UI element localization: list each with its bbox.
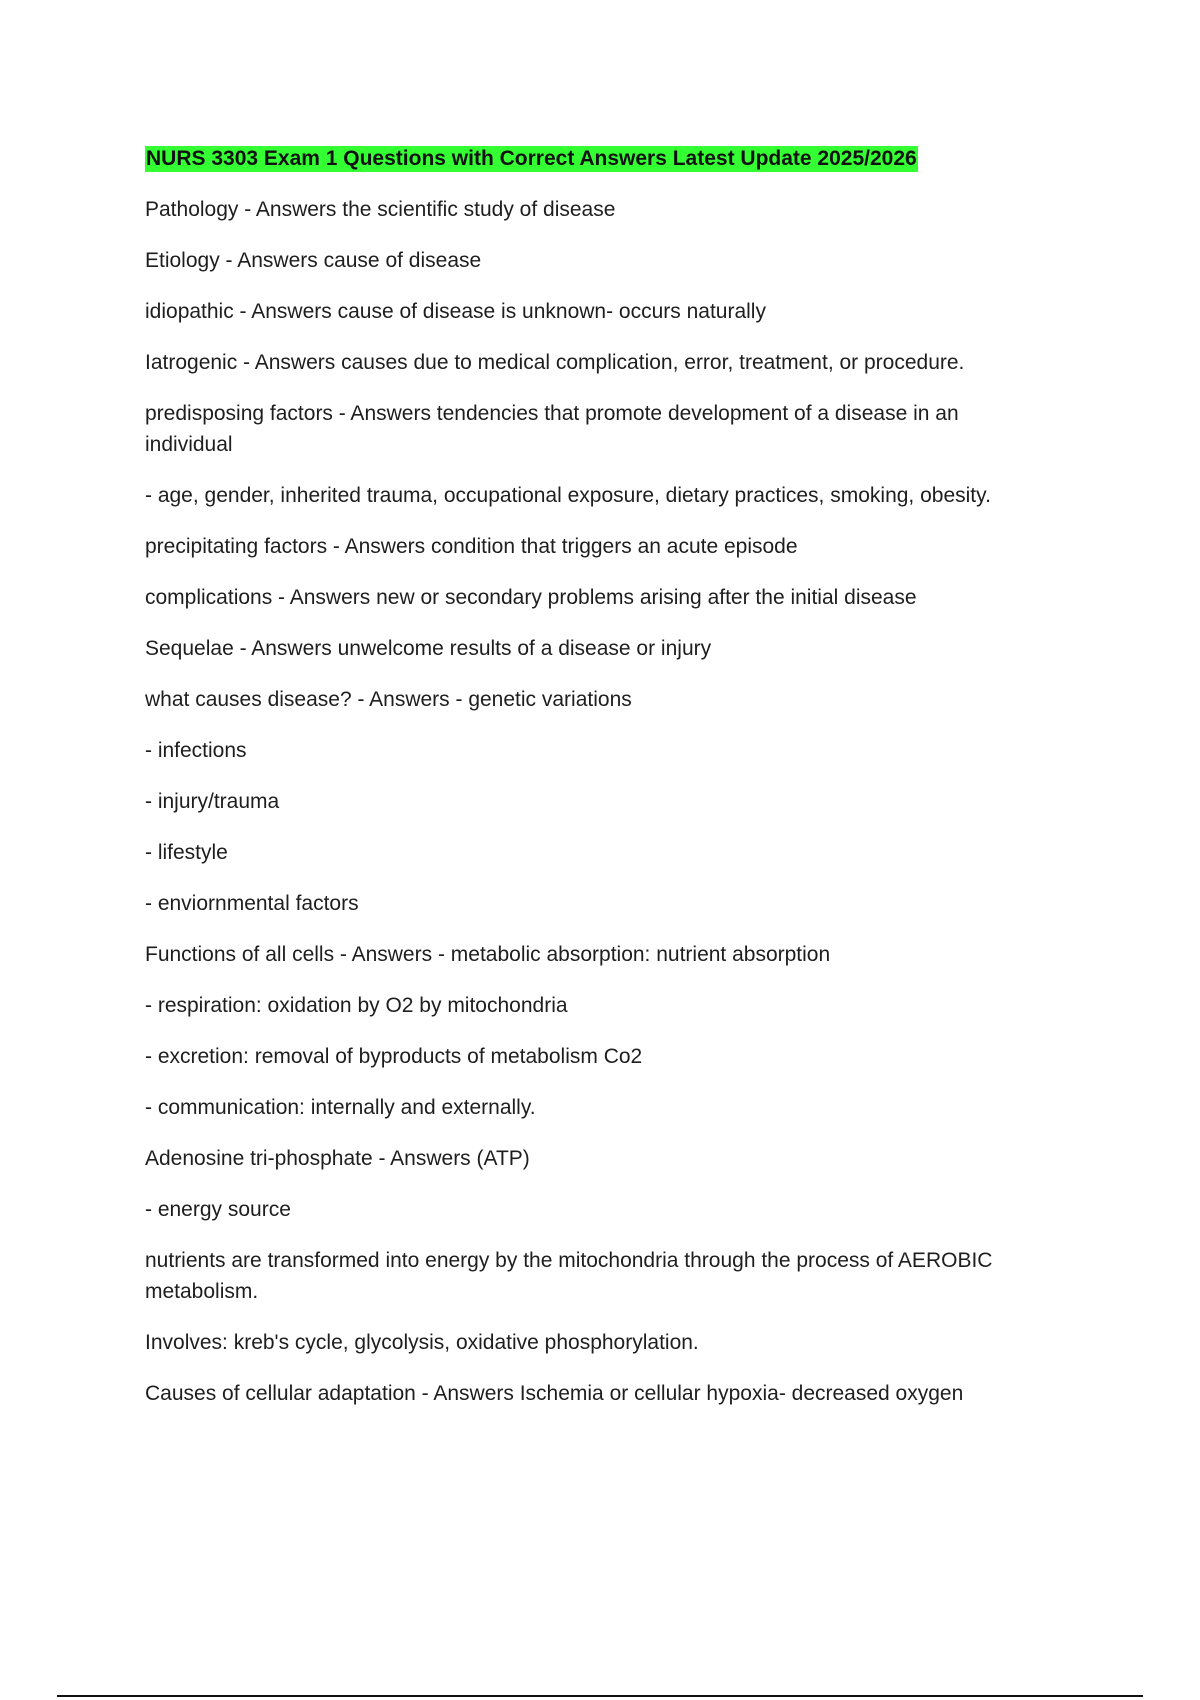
text-line: - energy source [145, 1198, 291, 1221]
text-line: - enviornmental factors [145, 892, 359, 915]
document-title: NURS 3303 Exam 1 Questions with Correct Answers Latest Update 2025/2026 [146, 147, 917, 170]
text-line: - lifestyle [145, 841, 228, 864]
text-line: nutrients are transformed into energy by the mitochondria through the process of AEROBIC metabolism. [145, 1249, 993, 1303]
text-line: - excretion: removal of byproducts of metabolism Co2 [145, 1045, 643, 1068]
text-line: Functions of all cells - Answers - metabolic absorption: nutrient absorption [145, 943, 831, 966]
text-line: Adenosine tri-phosphate - Answers (ATP) [145, 1147, 530, 1170]
text-line: Sequelae - Answers unwelcome results of a disease or injury [145, 637, 712, 660]
text-line: - infections [145, 739, 247, 762]
text-line: Iatrogenic - Answers causes due to medical complication, error, treatment, or procedure. [145, 351, 965, 374]
footer-divider [57, 1695, 1143, 1697]
text-line: - injury/trauma [145, 790, 280, 813]
text-line: - respiration: oxidation by O2 by mitochondria [145, 994, 568, 1017]
text-line: Causes of cellular adaptation - Answers Ischemia or cellular hypoxia- decreased oxygen [145, 1382, 964, 1405]
text-line: Involves: kreb's cycle, glycolysis, oxidative phosphorylation. [145, 1331, 699, 1354]
text-line: idiopathic - Answers cause of disease is unknown- occurs naturally [145, 300, 766, 323]
text-line: complications - Answers new or secondary problems arising after the initial disease [145, 586, 917, 609]
text-line: what causes disease? - Answers - genetic variations [145, 688, 632, 711]
text-line: - communication: internally and externally. [145, 1096, 536, 1119]
text-line: predisposing factors - Answers tendencies that promote development of a disease in an individual [145, 402, 959, 456]
text-line: - age, gender, inherited trauma, occupational exposure, dietary practices, smoking, obesity. [145, 484, 991, 507]
text-line: precipitating factors - Answers condition that triggers an acute episode [145, 535, 798, 558]
text-line: Pathology - Answers the scientific study of disease [145, 198, 616, 221]
text-line: Etiology - Answers cause of disease [145, 249, 482, 272]
document-body [145, 194, 1045, 1429]
